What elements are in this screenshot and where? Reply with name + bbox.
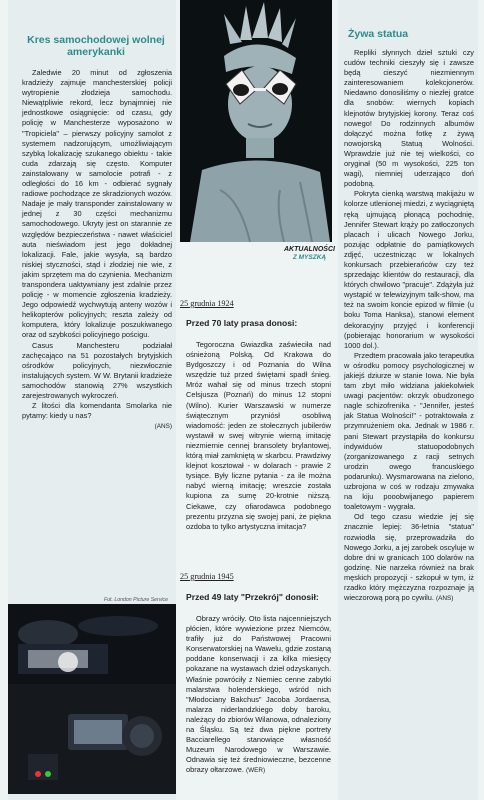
living-statue-illustration: [180, 0, 332, 242]
badge-title: AKTUALNOŚCI: [284, 246, 335, 253]
left-paragraph: Zaledwie 20 minut od zgłoszenia kradzieży zajmuje manchesterskiej policji wytropienie złodzieja samochodu. Niewątpliwie rekord, lecz bynajmniej nie jednostkowe osiągnięcie: od czasu, gdy policję w Manchesterze wyposażono w "Tropiciela" – pierwszy policyjny samolot z systemem nadzorującym, umożliwiającym szybką lokalizację szukanego obiektu - takie cuda zdarzają się często. Komputer zainstalowany w samolocie potrafi - z odległości do 16 km - odbierać sygnały radiowe pochodzące ze skradzionych wozów. Nadaje je mały transponder zainstalowany w jednej z 30 części mechanizmu samochodowego. Ukryty jest on starannie ze względów bezpieczeństwa - nawet właściciel auta nieświadom jest jego dokładnej lokalizacji. Fale, jakie wysyła, są bardzo niskiej styczności, stąd i złodziej nie wie, z jakim sprzętem ma do czynienia. Mechanizm transpondera uaktywniany jest zdalnie przez policję - w momencie zgłoszenia kradzieży. Jego odpowiedź wychwytują anteny wozów i helikopterów policyjnych; reszta zależy od komputera, który lokalizuje poszukiwanego oraz od szybkości policyjnego pościgu.: [22, 68, 172, 340]
subhead-1945: Przed 49 laty "Przekrój" donosił:: [186, 592, 319, 602]
middle-column: [180, 0, 335, 800]
right-paragraph: Repliki słynnych dzieł sztuki czy cudów techniki cieszyły się i zawsze będą cieszyć niezmiennym zainteresowaniem kolekcjonerów. Niedawno donosiliśmy o niezłej gratce dla snobów: wiernych kopiach klejnotów brytyjskiej korony. Teraz coś nowego! Do rodzinnych albumów dołączyć można fotkę z żywą nowojorską Statuą Wolności. Wprawdzie już nie tej wielkości, co oryginał (50 m wysokości, 225 ton wagi), niemniej uderzająco doń podobną.: [344, 48, 474, 189]
middle-article-2: [186, 614, 331, 777]
right-paragraph: Pokryta cienką warstwą makijażu w kolorze utlenionej miedzi, z wyciągniętą ręką ujmującą płonącą pochodnię, Jennifer Stewart krąży po zatłoczonych placach i ulicach Nowego Jorku, pozując odpłatnie do pamiątkowych zdjęć, uczestnicząc w lokalnych konkursach przebierańców czy też sprzedając klientów do restauracji, dla których chwilowo "pracuje". Zdążyła już wystąpić w telewizyjnym talk-show, ma też na swoim koncie epizod w filmie (u boku Toma Hanksa), stanowi element dekoracyjny przyjęć i konferencji (pobierając honorarium w wysokości 1000 dol.).: [344, 189, 474, 350]
statue-of-liberty-photo: [180, 0, 332, 242]
police-car-photo: [8, 604, 176, 794]
left-paragraph: Z litości dla komendanta Smolarka nie pytamy: kiedy u nas?: [22, 401, 172, 421]
right-column: [338, 0, 478, 800]
news-badge: [284, 246, 335, 262]
middle-article-1: [186, 340, 331, 532]
police-car-illustration: [8, 604, 176, 794]
left-article-body: [22, 68, 172, 432]
photo-credit: Fot. London Picture Service: [104, 597, 169, 603]
date-1924: 25 grudnia 1924: [180, 299, 234, 308]
right-paragraph: Przedtem pracowała jako terapeutka w ośrodku pomocy psychologicznej w jakiejś dziurze w stanie Iowa. Nie była tam zbyt miło widziana jakiekolwiek uwagi pacjentów: okrzyk obudzonego nagle schizofrenika - "Jennifer, jesteś jak Statua Wolności!" - potraktowała z przymrużeniem oka. Jednak w 1986 r. pani Stewart przystąpiła do konkursu indywiduów statuopodobnych (zorganizowanego z racji setnych urodzin owego francuskiego podarunku). Wysmarowana na zielono, uzbrojona w coś w rodzaju zmywaka na kiju pooobwijanego papierem toaletowym - wygrała.: [344, 350, 474, 512]
subhead-1924: Przed 70 laty prasa donosi:: [186, 318, 298, 328]
right-article-body: [344, 48, 474, 604]
middle-paragraph: Tegoroczna Gwiazdka zaświeciła nad ośnieżoną Polską. Od Krakowa do Bydgoszczy i od Poznania do Wilna wszędzie tuż przed świętami spadł śnieg. Mróz wahał się od minus trzech stopni Celsjusza (Poznań) do minus 12 stopni (Wilno). Kurier Warszawski w numerze świątecznym przyniósł osobliwą wiadomość: jeden ze stołecznych jubilerów wystawił w swej witrynie wierną imitację niezmiernie cennej bransolety brylantowej, którą miał zamkniętą w skarbcu. Prawdziwy klejnot kosztował - w dolarach - prawie 2 tysiące. Były liczne pytania - za ile można nabyć wierną imitację; wreszcie została kupiona za sumę 20-krotnie niższą. Ciekawe, czy ofiarodawca podobnego prezentu przyzna się swojej pani, że piękna ozdoba to tylko artystyczna imitacja?: [186, 340, 331, 531]
right-paragraph: Od tego czasu wiedzie jej się znacznie lepiej: 36-letnia "statua" rozwiodła się, przeprowadziła do Nowego Jorku, a jej zarobek oscyluje w dobre dni w granicach 100 dolarów na godzinę. Nie narzeka również na brak męskich propozycji - szkopuł w tym, iż rzadko który mężczyzna rozpoznaje ją wieczorową porą po cywilu. (ANS): [344, 512, 474, 603]
middle-paragraph: Obrazy wróciły. Oto lista najcenniejszych płócien, które wywiezione przez Niemców, trafiły już do Państwowej Pracowni Konserwatorskiej na Wawelu, gdzie zostaną poddane konserwacji i za kilka miesięcy pokazane na wystawach dzieł odzyskanych. Właśnie powróciły z Niemiec cenne zabytki malarstwa holenderskiego, wśród nich "Młodociany Bakchus" Jacoba Jordaensa, malarza niderlandzkiego doby baroku, należący do zbiorów Wilanowa, odnaleziony na Śląsku. Są też dwa piękne portrety Bacciarellego stanowiące własność Muzeum Narodowego w Warszawie. Odnawia się też średniowieczne, bezcenne obrazy ołtarzowe. (WER): [186, 614, 331, 775]
left-signature: (ANS): [154, 423, 172, 431]
right-signature: (ANS): [436, 595, 454, 603]
left-paragraph: Casus Manchesteru podziałał zachęcająco na 51 pozostałych brytyjskich ośrodków policyjnych, niezwłocznie instalujących system. W W. Brytanii kradzieże samochodów stanowią 27% wszystkich zarejestrowanych wykroczeń.: [22, 340, 172, 400]
right-article-heading: Żywa statua: [348, 28, 409, 40]
badge-subtitle: Z MYSZKĄ: [292, 254, 327, 261]
date-1945: 25 grudnia 1945: [180, 572, 234, 581]
left-article-heading: Kres samochodowej wolnej amerykanki: [27, 34, 165, 58]
middle-signature: (WER): [245, 767, 266, 775]
